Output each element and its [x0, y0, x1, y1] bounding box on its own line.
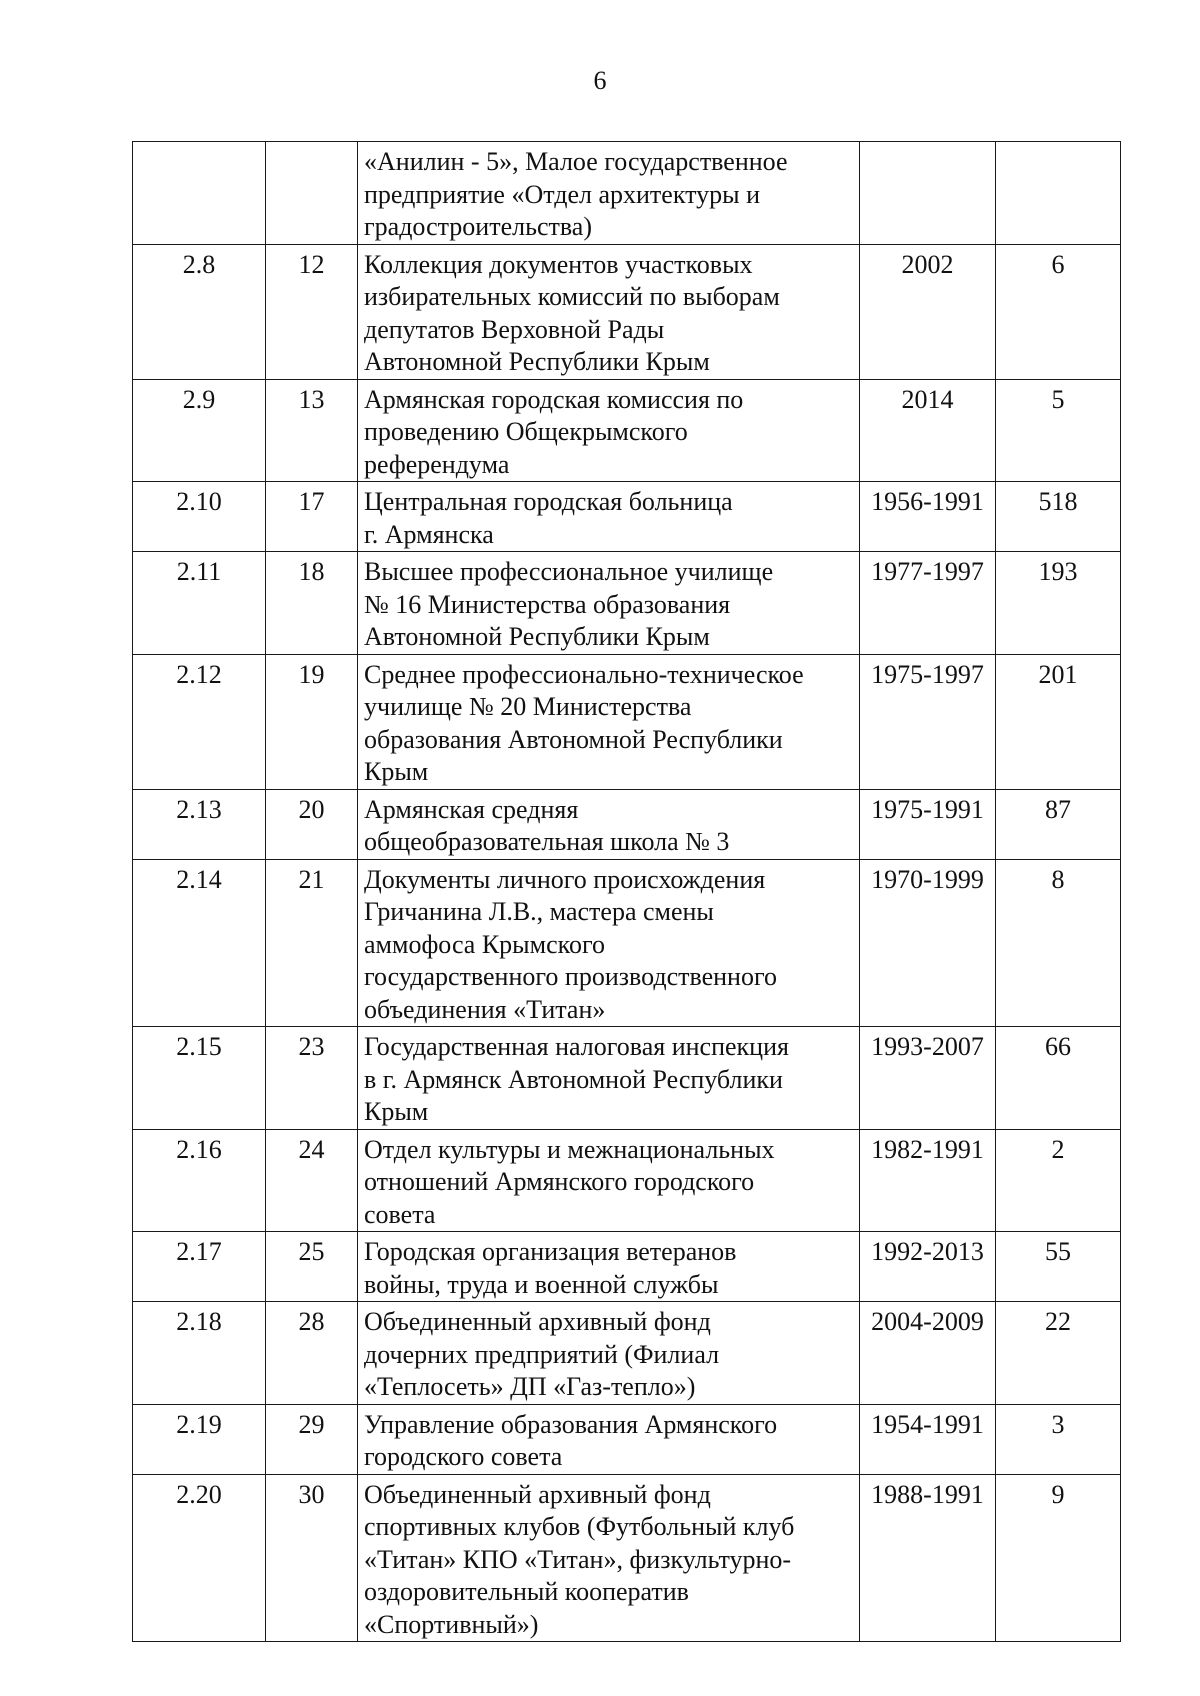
fund-name-line: «Анилин - 5», Малое государственное: [364, 147, 788, 176]
table-row: [133, 1404, 1121, 1474]
table-row: [133, 482, 1121, 552]
table-row: [133, 654, 1121, 789]
archive-fund-table: [132, 141, 1121, 1642]
table-row: [133, 1232, 1121, 1302]
fund-name-line: общеобразовательная школа № 3: [364, 827, 730, 856]
table-row: [133, 1129, 1121, 1232]
fund-name-line: Городская организация ветеранов: [364, 1237, 737, 1266]
row-index-cell: 2.13: [133, 789, 266, 859]
table-row: [133, 142, 1121, 245]
fund-name-line: Гричанина Л.В., мастера смены: [364, 897, 714, 926]
fund-name-line: «Теплосеть» ДП «Газ-тепло»): [364, 1372, 696, 1401]
fund-number-cell: 25: [266, 1232, 358, 1302]
fund-name-line: Армянская городская комиссия по: [364, 384, 744, 414]
fund-name-line: Высшее профессиональное училище: [364, 557, 774, 586]
date-range-cell: 1992-2013: [860, 1232, 996, 1302]
fund-name-line: государственного производственного: [364, 962, 777, 991]
fund-name-cell: [358, 789, 860, 859]
fund-name-line: референдума: [364, 449, 510, 479]
fund-name-line: № 16 Министерства образования: [364, 589, 731, 619]
file-count-cell: 5: [996, 379, 1121, 482]
fund-name-line: Государственная налоговая инспекция: [364, 1032, 789, 1061]
row-index-cell: 2.20: [133, 1474, 266, 1642]
date-range-cell: 1954-1991: [860, 1404, 996, 1474]
file-count-cell: 6: [996, 244, 1121, 379]
fund-number-cell: 24: [266, 1129, 358, 1232]
file-count-cell: 8: [996, 859, 1121, 1027]
table-row: [133, 552, 1121, 655]
fund-name-cell: [358, 482, 860, 552]
fund-name-line: Коллекция документов участковых: [364, 249, 753, 279]
row-index-cell: 2.19: [133, 1404, 266, 1474]
fund-number-cell: 21: [266, 859, 358, 1027]
fund-name-line: «Спортивный»): [364, 1609, 539, 1639]
fund-name-line: Управление образования Армянского: [364, 1409, 778, 1439]
file-count-cell: 201: [996, 654, 1121, 789]
table-body: [133, 142, 1121, 1642]
fund-name-line: Крым: [364, 757, 429, 786]
file-count-cell: 87: [996, 789, 1121, 859]
fund-name-line: «Титан» КПО «Титан», физкультурно-: [364, 1544, 792, 1574]
fund-name-cell: [358, 654, 860, 789]
fund-name-cell: [358, 1232, 860, 1302]
table-row: [133, 1302, 1121, 1405]
date-range-cell: 1977-1997: [860, 552, 996, 655]
table-row: [133, 859, 1121, 1027]
fund-name-line: г. Армянска: [364, 519, 494, 549]
fund-name-cell: [358, 552, 860, 655]
row-index-cell: 2.18: [133, 1302, 266, 1405]
fund-number-cell: 17: [266, 482, 358, 552]
fund-name-line: дочерних предприятий (Филиал: [364, 1339, 720, 1369]
row-index-cell: 2.10: [133, 482, 266, 552]
date-range-cell: 1975-1991: [860, 789, 996, 859]
table-row: [133, 379, 1121, 482]
fund-name-cell: [358, 1302, 860, 1405]
file-count-cell: 3: [996, 1404, 1121, 1474]
fund-name-line: проведению Общекрымского: [364, 417, 688, 446]
fund-name-line: отношений Армянского городского: [364, 1167, 755, 1196]
fund-name-line: Центральная городская больница: [364, 487, 733, 516]
date-range-cell: 1970-1999: [860, 859, 996, 1027]
fund-name-cell: [358, 1027, 860, 1130]
table-row: [133, 789, 1121, 859]
date-range-cell: 1993-2007: [860, 1027, 996, 1130]
file-count-cell: 66: [996, 1027, 1121, 1130]
row-index-cell: [133, 142, 266, 245]
file-count-cell: 9: [996, 1474, 1121, 1642]
fund-name-line: Объединенный архивный фонд: [364, 1479, 711, 1509]
file-count-cell: 518: [996, 482, 1121, 552]
file-count-cell: 55: [996, 1232, 1121, 1302]
row-index-cell: 2.16: [133, 1129, 266, 1232]
row-index-cell: 2.12: [133, 654, 266, 789]
date-range-cell: [860, 142, 996, 245]
fund-name-line: училище № 20 Министерства: [364, 692, 692, 721]
fund-name-cell: [358, 1404, 860, 1474]
row-index-cell: 2.17: [133, 1232, 266, 1302]
date-range-cell: 1988-1991: [860, 1474, 996, 1642]
table-row: [133, 244, 1121, 379]
fund-name-line: Автономной Республики Крым: [364, 622, 710, 651]
fund-name-line: объединения «Титан»: [364, 994, 606, 1024]
fund-name-cell: [358, 142, 860, 245]
file-count-cell: 193: [996, 552, 1121, 655]
fund-name-line: депутатов Верховной Рады: [364, 314, 665, 344]
fund-number-cell: 29: [266, 1404, 358, 1474]
fund-number-cell: 19: [266, 654, 358, 789]
fund-name-line: спортивных клубов (Футбольный клуб: [364, 1512, 795, 1541]
fund-name-cell: [358, 1474, 860, 1642]
fund-name-cell: [358, 859, 860, 1027]
fund-name-line: аммофоса Крымского: [364, 929, 605, 959]
fund-number-cell: 13: [266, 379, 358, 482]
fund-name-line: Армянская средняя: [364, 794, 579, 824]
file-count-cell: 22: [996, 1302, 1121, 1405]
fund-name-line: избирательных комиссий по выборам: [364, 282, 780, 311]
fund-name-line: городского совета: [364, 1442, 563, 1471]
fund-name-line: в г. Армянск Автономной Республики: [364, 1064, 783, 1094]
fund-name-line: Автономной Республики Крым: [364, 347, 710, 376]
fund-name-line: предприятие «Отдел архитектуры и: [364, 179, 761, 209]
row-index-cell: 2.9: [133, 379, 266, 482]
date-range-cell: 1982-1991: [860, 1129, 996, 1232]
table-row: [133, 1027, 1121, 1130]
fund-number-cell: 20: [266, 789, 358, 859]
file-count-cell: 2: [996, 1129, 1121, 1232]
fund-name-line: войны, труда и военной службы: [364, 1269, 719, 1299]
fund-name-line: Документы личного происхождения: [364, 864, 766, 894]
date-range-cell: 2014: [860, 379, 996, 482]
date-range-cell: 2004-2009: [860, 1302, 996, 1405]
page-number: 6: [593, 66, 607, 95]
fund-name-line: градостроительства): [364, 212, 592, 241]
date-range-cell: 1956-1991: [860, 482, 996, 552]
table-row: [133, 1474, 1121, 1642]
row-index-cell: 2.14: [133, 859, 266, 1027]
row-index-cell: 2.11: [133, 552, 266, 655]
fund-number-cell: 23: [266, 1027, 358, 1130]
fund-name-line: совета: [364, 1199, 436, 1229]
date-range-cell: 2002: [860, 244, 996, 379]
row-index-cell: 2.15: [133, 1027, 266, 1130]
fund-number-cell: [266, 142, 358, 245]
fund-name-line: Отдел культуры и межнациональных: [364, 1134, 775, 1164]
fund-number-cell: 18: [266, 552, 358, 655]
fund-name-cell: [358, 1129, 860, 1232]
fund-number-cell: 30: [266, 1474, 358, 1642]
fund-name-line: образования Автономной Республики: [364, 724, 783, 754]
fund-name-line: Среднее профессионально-техническое: [364, 659, 804, 689]
file-count-cell: [996, 142, 1121, 245]
date-range-cell: 1975-1997: [860, 654, 996, 789]
fund-name-line: Крым: [364, 1097, 429, 1126]
fund-number-cell: 12: [266, 244, 358, 379]
fund-number-cell: 28: [266, 1302, 358, 1405]
fund-name-line: Объединенный архивный фонд: [364, 1307, 711, 1336]
fund-name-cell: [358, 379, 860, 482]
fund-name-cell: [358, 244, 860, 379]
row-index-cell: 2.8: [133, 244, 266, 379]
fund-name-line: оздоровительный кооператив: [364, 1577, 689, 1606]
